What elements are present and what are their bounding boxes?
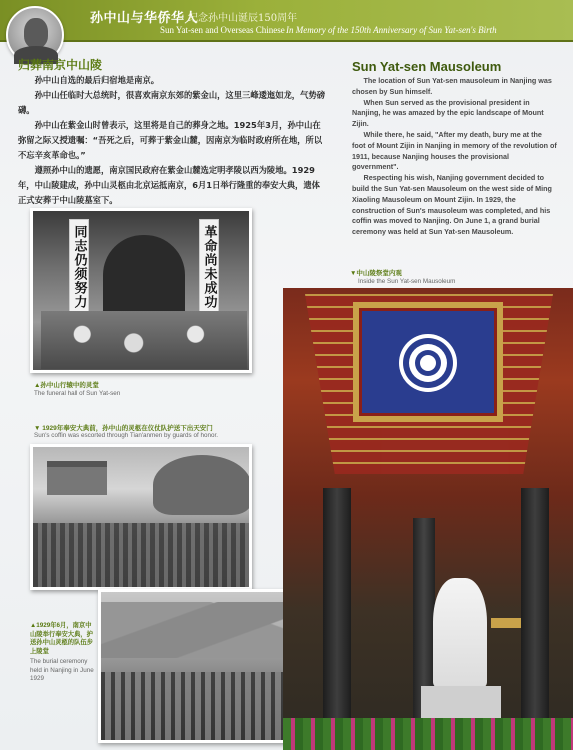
caption-funeral-hall-en: The funeral hall of Sun Yat-sen [34, 390, 121, 397]
body-text-cn [18, 73, 328, 208]
wreaths [41, 311, 247, 369]
paragraph-cn: 孙中山自选的最后归宿地是南京。 [34, 75, 160, 85]
coffin-procession-photo [30, 444, 252, 590]
caption-burial-cn: ▲1929年6月，南京中山陵举行奉安大典，护送孙中山灵柩的队伍步上陵堂 [30, 622, 93, 655]
paragraph-cn: 孙中山任临时大总统时，很喜欢南京东郊的紫金山，这里三峰逶迤如龙，气势磅礴。 [18, 90, 325, 115]
ceiling-emblem-panel [353, 302, 503, 422]
flower-bed [283, 718, 573, 750]
caption-coffin-en: Sun's coffin was escorted through Tian'anmen by guards of honor. [34, 432, 218, 439]
paragraph-en: Respecting his wish, Nanjing government decided to build the Sun Yat-sen Mausoleum on the west side of Ming Xiaoling Mausoleum on Mount Zijin. In 1929, the construction of Sun's mausoleum was completed, and his coffin was moved to Nanjing. On June 1, a grand burial ceremony was held at Sun Yat-sen Mausoleum. [352, 173, 552, 237]
tiananmen-gate [47, 461, 107, 495]
header-subtitle-cn: 纪念孙中山诞辰150周年 [188, 13, 298, 24]
portrait-face [24, 18, 48, 48]
paragraph-en: When Sun served as the provisional president in Nanjing, he was amazed by the epic landscape of Mount Zijin. [352, 97, 544, 129]
caption-inside-en: Inside the Sun Yat-sen Mausoleum [358, 278, 456, 285]
hall-banner-right: 革命尚未成功 [199, 219, 219, 315]
paragraph-cn: 遵照孙中山的遗愿，南京国民政府在紫金山麓选定明孝陵以西为陵地。1929年，中山陵建成，孙中山灵柩由北京运抵南京，6月1日举行隆重的奉安大典，遗体正式安葬于中山陵墓室下。 [18, 165, 320, 205]
caption-coffin-cn: ▼ 1929年奉安大典前，孙中山的灵柩在仪仗队护送下出天安门 [34, 425, 213, 432]
sun-core [420, 355, 436, 371]
paragraph-en: While there, he said, "After my death, bury me at the foot of Mount Zijin in Nanjing in memory of the revolution of 1911, because Nanjing houses the provisional government". [352, 129, 557, 172]
header-title-cn: 孙中山与华侨华人 [90, 11, 199, 26]
seated-statue [433, 578, 487, 688]
header-band [0, 0, 573, 42]
statue-pedestal [421, 686, 501, 720]
white-sun-emblem-icon [409, 344, 447, 382]
trees [153, 455, 251, 515]
hall-banner-left: 同志仍须努力 [69, 219, 89, 315]
sun-inner-ring [415, 350, 441, 376]
header-title-en: Sun Yat-sen and Overseas Chinese [160, 25, 285, 35]
caption-burial-en: The burial ceremony held in Nanjing in June 1929 [30, 658, 94, 682]
caption-inside-cn: ▼中山陵祭堂内观 [350, 270, 402, 277]
funeral-hall-photo [30, 208, 252, 373]
mausoleum-interior-photo [283, 288, 573, 750]
caption-funeral-hall-cn: ▲孙中山行辕中的灵堂 [34, 382, 99, 389]
procession-crowd [33, 523, 249, 587]
body-text-en [352, 76, 557, 238]
section-heading-en: Sun Yat-sen Mausoleum [352, 59, 502, 74]
section-heading-cn: 归葬南京中山陵 [18, 58, 103, 72]
door-plaque [491, 618, 521, 628]
paragraph-cn: 孙中山在紫金山时曾表示，这里将是自己的葬身之地。1925年3月，孙中山在弥留之际又授遗嘱：“吾死之后，可葬于紫金山麓，因南京为临时政府所在地，所以不忘辛亥革命也。” [18, 120, 323, 160]
column-left [323, 488, 351, 750]
paragraph-en: The location of Sun Yat-sen mausoleum in Nanjing was chosen by Sun himself. [352, 76, 552, 96]
caption-burial [30, 622, 96, 684]
header-subtitle-en: In Memory of the 150th Anniversary of Sun Yat-sen's Birth [286, 25, 497, 35]
column-right [521, 488, 549, 750]
